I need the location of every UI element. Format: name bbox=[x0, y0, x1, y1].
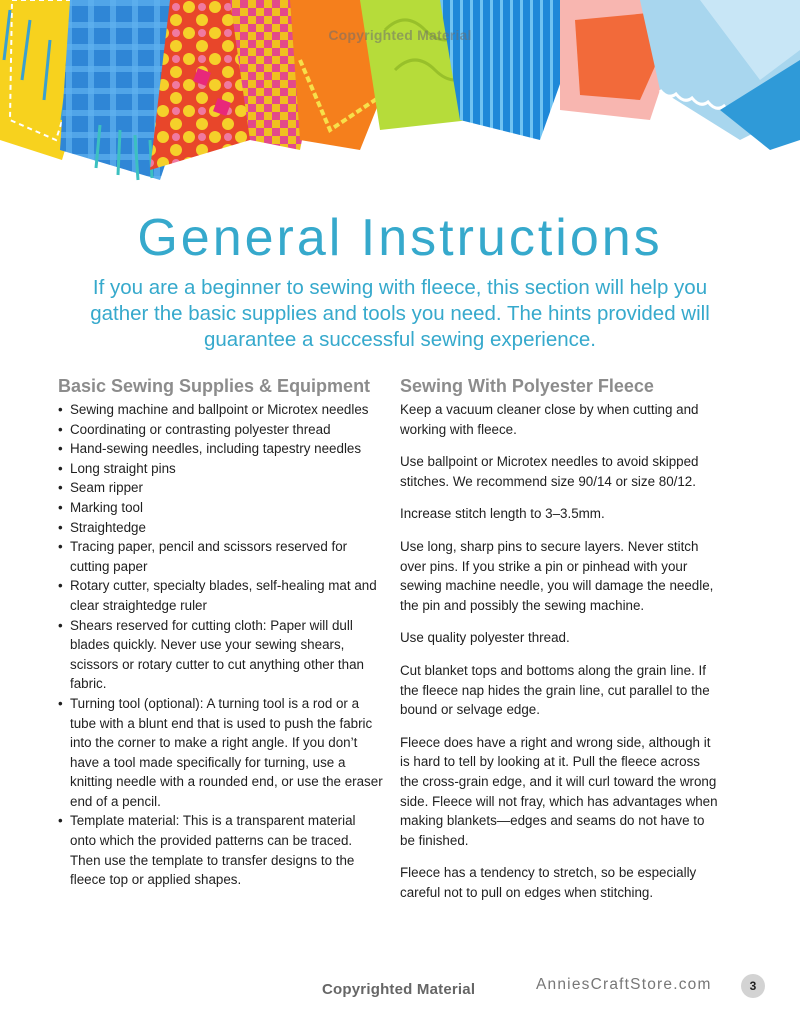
list-item: • Turning tool (optional): A turning tool is a rod or a tube with a blunt end that is used to push the fabric into the corner to make a right angle. If you don’t have a tool made specifically for turning, use a knitting needle with a rounded end, or use the eraser end of a pencil. bbox=[58, 694, 383, 812]
list-item: • Template material: This is a transparent material onto which the provided patterns can be traced. Then use the template to transfer designs to the fleece top or applied shapes. bbox=[58, 811, 383, 889]
supplies-column bbox=[58, 376, 383, 890]
tip-paragraph: Cut blanket tops and bottoms along the grain line. If the fleece nap hides the grain line, cut parallel to the bound or selvage edge. bbox=[400, 662, 710, 718]
tip-paragraph: Use ballpoint or Microtex needles to avoid skipped stitches. We recommend size 90/14 or size 80/12. bbox=[400, 454, 699, 489]
intro-text: If you are a beginner to sewing with fleece, this section will help you gather the basic supplies and tools you need. The hints provided will guarantee a successful sewing experience. bbox=[90, 276, 710, 351]
list-item: • Straightedge bbox=[58, 518, 383, 538]
copyright-watermark-bottom: Copyrighted Material bbox=[322, 981, 476, 998]
tip-paragraph: Use long, sharp pins to secure layers. Never stitch over pins. If you strike a pin or pinhead with your sewing machine needle, you will damage the needle, the pin and possibly the sewing machine. bbox=[400, 538, 714, 613]
list-item: • Coordinating or contrasting polyester thread bbox=[58, 420, 383, 440]
footer-url: AnniesCraftStore.com bbox=[536, 976, 712, 993]
tip-paragraph: Keep a vacuum cleaner close by when cutting and working with fleece. bbox=[400, 402, 699, 437]
supplies-list bbox=[58, 400, 383, 890]
fleece-tips-heading: Sewing With Polyester Fleece bbox=[400, 376, 654, 396]
list-item: • Shears reserved for cutting cloth: Paper will dull blades quickly. Never use your sewing shears, scissors or rotary cutter to cut anything other than fabric. bbox=[58, 616, 383, 694]
list-item: • Rotary cutter, specialty blades, self-healing mat and clear straightedge ruler bbox=[58, 576, 383, 615]
copyright-watermark-top: Copyrighted Material bbox=[328, 27, 472, 43]
tip-paragraph: Use quality polyester thread. bbox=[400, 630, 570, 646]
list-item: • Marking tool bbox=[58, 498, 383, 518]
supplies-heading: Basic Sewing Supplies & Equipment bbox=[58, 376, 371, 396]
list-item: • Hand-sewing needles, including tapestry needles bbox=[58, 439, 383, 459]
tip-paragraph: Increase stitch length to 3–3.5mm. bbox=[400, 506, 605, 522]
tip-paragraph: Fleece has a tendency to stretch, so be especially careful not to pull on edges when stitching. bbox=[400, 865, 697, 900]
fleece-tips-column bbox=[400, 376, 720, 915]
page-title: General Instructions bbox=[137, 209, 663, 267]
list-item: • Tracing paper, pencil and scissors reserved for cutting paper bbox=[58, 537, 383, 576]
list-item: • Sewing machine and ballpoint or Microtex needles bbox=[58, 400, 383, 420]
page-number-badge: 3 bbox=[741, 974, 765, 998]
list-item: • Long straight pins bbox=[58, 459, 383, 479]
tip-paragraph: Fleece does have a right and wrong side, although it is hard to tell by looking at it. Pull the fleece across the cross-grain edge, and it will curl toward the wrong side. Fleece will not fray, which has advantages when making blankets—edges and seams do not have to be finished. bbox=[400, 734, 718, 848]
list-item: • Seam ripper bbox=[58, 478, 383, 498]
